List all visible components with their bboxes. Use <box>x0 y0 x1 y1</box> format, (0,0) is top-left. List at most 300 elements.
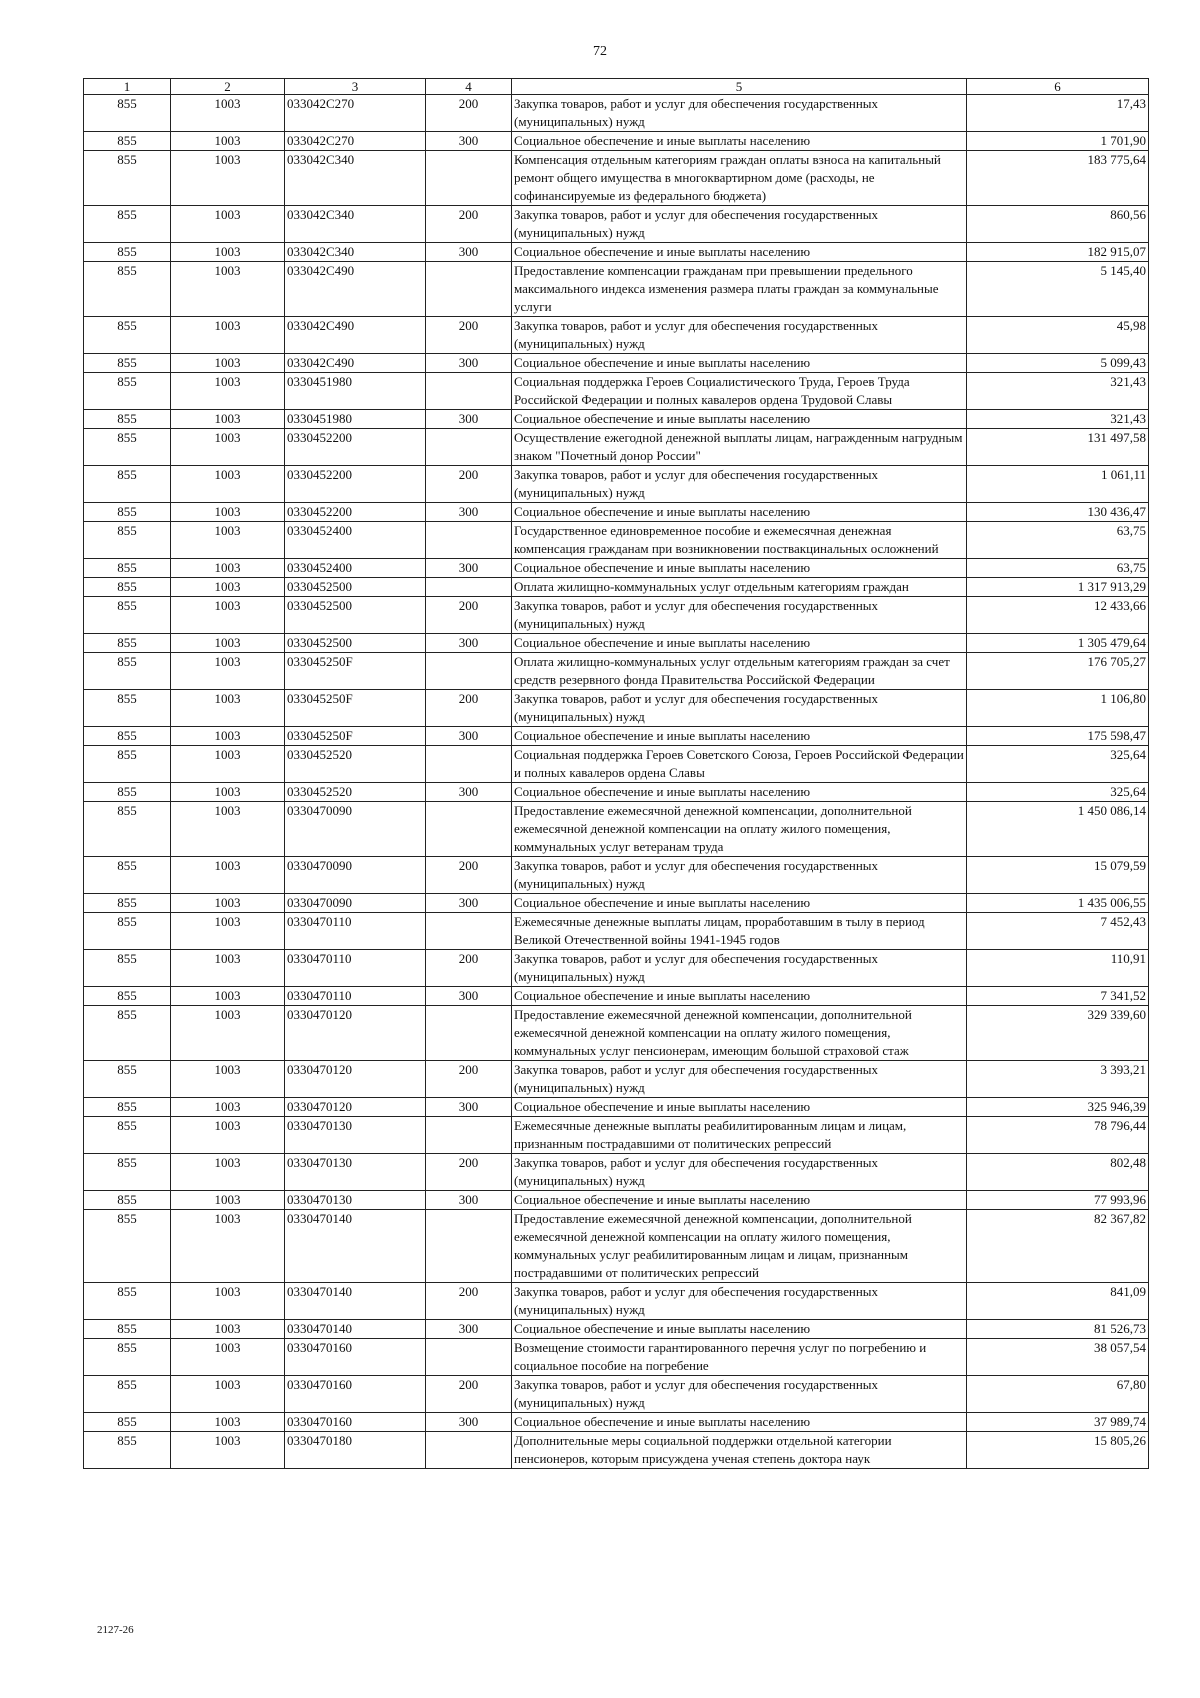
amount-cell: 182 915,07 <box>967 243 1149 262</box>
expense-type-cell: 200 <box>426 1376 512 1413</box>
target-article-cell: 0330452500 <box>285 578 426 597</box>
section-code-cell: 1003 <box>171 1320 285 1339</box>
ministry-code-cell: 855 <box>84 1339 171 1376</box>
table-header <box>84 79 1149 95</box>
description-cell: Закупка товаров, работ и услуг для обеспечения государственных (муниципальных) нужд <box>512 1376 967 1413</box>
description-cell: Социальное обеспечение и иные выплаты населению <box>512 503 967 522</box>
section-code-cell: 1003 <box>171 95 285 132</box>
description-cell: Осуществление ежегодной денежной выплаты лицам, награжденным нагрудным знаком "Почетный донор России" <box>512 429 967 466</box>
amount-cell: 1 450 086,14 <box>967 802 1149 857</box>
target-article-cell: 0330470160 <box>285 1339 426 1376</box>
description-cell: Закупка товаров, работ и услуг для обеспечения государственных (муниципальных) нужд <box>512 597 967 634</box>
target-article-cell: 033042C270 <box>285 95 426 132</box>
ministry-code-cell: 855 <box>84 894 171 913</box>
table-row <box>84 1061 1149 1098</box>
ministry-code-cell: 855 <box>84 1061 171 1098</box>
target-article-cell: 033042C340 <box>285 243 426 262</box>
description-cell: Социальное обеспечение и иные выплаты населению <box>512 1413 967 1432</box>
amount-cell: 183 775,64 <box>967 151 1149 206</box>
amount-cell: 325,64 <box>967 783 1149 802</box>
expense-type-cell: 300 <box>426 503 512 522</box>
target-article-cell: 0330470120 <box>285 1006 426 1061</box>
amount-cell: 77 993,96 <box>967 1191 1149 1210</box>
ministry-code-cell: 855 <box>84 317 171 354</box>
table-row <box>84 597 1149 634</box>
description-cell: Социальное обеспечение и иные выплаты населению <box>512 559 967 578</box>
section-code-cell: 1003 <box>171 354 285 373</box>
description-cell: Предоставление ежемесячной денежной компенсации, дополнительной ежемесячной денежной компенсации на оплату жилого помещения, коммунальных услуг пенсионерам, имеющим большой страховой стаж <box>512 1006 967 1061</box>
table-row <box>84 95 1149 132</box>
table-row <box>84 151 1149 206</box>
expense-type-cell <box>426 913 512 950</box>
description-cell: Ежемесячные денежные выплаты реабилитированным лицам и лицам, признанным пострадавшими от политических репрессий <box>512 1117 967 1154</box>
amount-cell: 5 099,43 <box>967 354 1149 373</box>
table-row <box>84 503 1149 522</box>
expense-type-cell <box>426 522 512 559</box>
section-code-cell: 1003 <box>171 634 285 653</box>
column-header: 5 <box>512 79 967 95</box>
amount-cell: 45,98 <box>967 317 1149 354</box>
target-article-cell: 033045250F <box>285 653 426 690</box>
target-article-cell: 0330470130 <box>285 1191 426 1210</box>
ministry-code-cell: 855 <box>84 634 171 653</box>
description-cell: Социальная поддержка Героев Социалистического Труда, Героев Труда Российской Федерации и полных кавалеров ордена Трудовой Славы <box>512 373 967 410</box>
expense-type-cell: 200 <box>426 597 512 634</box>
target-article-cell: 0330452200 <box>285 503 426 522</box>
description-cell: Закупка товаров, работ и услуг для обеспечения государственных (муниципальных) нужд <box>512 206 967 243</box>
ministry-code-cell: 855 <box>84 95 171 132</box>
target-article-cell: 0330451980 <box>285 373 426 410</box>
expense-type-cell: 200 <box>426 1283 512 1320</box>
amount-cell: 15 079,59 <box>967 857 1149 894</box>
expense-type-cell <box>426 578 512 597</box>
description-cell: Социальное обеспечение и иные выплаты населению <box>512 1191 967 1210</box>
table-row <box>84 559 1149 578</box>
expense-type-cell: 300 <box>426 634 512 653</box>
description-cell: Социальное обеспечение и иные выплаты населению <box>512 894 967 913</box>
section-code-cell: 1003 <box>171 727 285 746</box>
expense-type-cell: 200 <box>426 206 512 243</box>
ministry-code-cell: 855 <box>84 1283 171 1320</box>
expense-type-cell: 200 <box>426 950 512 987</box>
target-article-cell: 0330470160 <box>285 1413 426 1432</box>
section-code-cell: 1003 <box>171 151 285 206</box>
target-article-cell: 0330470090 <box>285 857 426 894</box>
table-row <box>84 206 1149 243</box>
expense-type-cell <box>426 151 512 206</box>
section-code-cell: 1003 <box>171 894 285 913</box>
page-number: 72 <box>593 44 607 59</box>
expense-type-cell: 300 <box>426 354 512 373</box>
ministry-code-cell: 855 <box>84 950 171 987</box>
table-row <box>84 243 1149 262</box>
section-code-cell: 1003 <box>171 503 285 522</box>
expense-type-cell: 200 <box>426 1061 512 1098</box>
section-code-cell: 1003 <box>171 857 285 894</box>
section-code-cell: 1003 <box>171 132 285 151</box>
ministry-code-cell: 855 <box>84 1191 171 1210</box>
ministry-code-cell: 855 <box>84 429 171 466</box>
description-cell: Социальное обеспечение и иные выплаты населению <box>512 243 967 262</box>
description-cell: Дополнительные меры социальной поддержки отдельной категории пенсионеров, которым присуждена ученая степень доктора наук <box>512 1432 967 1469</box>
table-row <box>84 690 1149 727</box>
header-row <box>84 79 1149 95</box>
target-article-cell: 0330470140 <box>285 1320 426 1339</box>
ministry-code-cell: 855 <box>84 1432 171 1469</box>
description-cell: Социальное обеспечение и иные выплаты населению <box>512 354 967 373</box>
ministry-code-cell: 855 <box>84 466 171 503</box>
target-article-cell: 033042C270 <box>285 132 426 151</box>
ministry-code-cell: 855 <box>84 132 171 151</box>
target-article-cell: 0330452200 <box>285 429 426 466</box>
table-row <box>84 1191 1149 1210</box>
description-cell: Предоставление ежемесячной денежной компенсации, дополнительной ежемесячной денежной компенсации на оплату жилого помещения, коммунальных услуг реабилитированным лицам и лицам, признанным пострадавшими от политических репрессий <box>512 1210 967 1283</box>
amount-cell: 5 145,40 <box>967 262 1149 317</box>
amount-cell: 175 598,47 <box>967 727 1149 746</box>
table-row <box>84 354 1149 373</box>
section-code-cell: 1003 <box>171 913 285 950</box>
table-row <box>84 950 1149 987</box>
expense-type-cell <box>426 373 512 410</box>
section-code-cell: 1003 <box>171 1117 285 1154</box>
expense-type-cell: 200 <box>426 95 512 132</box>
amount-cell: 176 705,27 <box>967 653 1149 690</box>
target-article-cell: 0330470120 <box>285 1061 426 1098</box>
table-row <box>84 466 1149 503</box>
target-article-cell: 0330470130 <box>285 1154 426 1191</box>
section-code-cell: 1003 <box>171 1061 285 1098</box>
expense-type-cell: 300 <box>426 1413 512 1432</box>
description-cell: Предоставление ежемесячной денежной компенсации, дополнительной ежемесячной денежной компенсации на оплату жилого помещения, коммунальных услуг ветеранам труда <box>512 802 967 857</box>
amount-cell: 321,43 <box>967 410 1149 429</box>
target-article-cell: 033042C340 <box>285 151 426 206</box>
ministry-code-cell: 855 <box>84 1376 171 1413</box>
ministry-code-cell: 855 <box>84 746 171 783</box>
description-cell: Закупка товаров, работ и услуг для обеспечения государственных (муниципальных) нужд <box>512 317 967 354</box>
budget-table <box>83 78 1149 1469</box>
table-row <box>84 1283 1149 1320</box>
expense-type-cell: 300 <box>426 894 512 913</box>
table-row <box>84 410 1149 429</box>
amount-cell: 130 436,47 <box>967 503 1149 522</box>
section-code-cell: 1003 <box>171 1154 285 1191</box>
description-cell: Закупка товаров, работ и услуг для обеспечения государственных (муниципальных) нужд <box>512 857 967 894</box>
section-code-cell: 1003 <box>171 1006 285 1061</box>
description-cell: Социальное обеспечение и иные выплаты населению <box>512 410 967 429</box>
section-code-cell: 1003 <box>171 1191 285 1210</box>
section-code-cell: 1003 <box>171 1283 285 1320</box>
target-article-cell: 033045250F <box>285 690 426 727</box>
description-cell: Оплата жилищно-коммунальных услуг отдельным категориям граждан <box>512 578 967 597</box>
table-row <box>84 1339 1149 1376</box>
table-row <box>84 802 1149 857</box>
expense-type-cell: 200 <box>426 317 512 354</box>
ministry-code-cell: 855 <box>84 802 171 857</box>
target-article-cell: 0330452400 <box>285 522 426 559</box>
section-code-cell: 1003 <box>171 317 285 354</box>
section-code-cell: 1003 <box>171 243 285 262</box>
table-row <box>84 132 1149 151</box>
ministry-code-cell: 855 <box>84 653 171 690</box>
section-code-cell: 1003 <box>171 429 285 466</box>
amount-cell: 325,64 <box>967 746 1149 783</box>
column-header: 6 <box>967 79 1149 95</box>
description-cell: Оплата жилищно-коммунальных услуг отдельным категориям граждан за счет средств резервного фонда Правительства Российской Федерации <box>512 653 967 690</box>
table-row <box>84 1210 1149 1283</box>
section-code-cell: 1003 <box>171 746 285 783</box>
description-cell: Социальная поддержка Героев Советского Союза, Героев Российской Федерации и полных кавалеров ордена Славы <box>512 746 967 783</box>
expense-type-cell <box>426 429 512 466</box>
ministry-code-cell: 855 <box>84 410 171 429</box>
amount-cell: 67,80 <box>967 1376 1149 1413</box>
expense-type-cell: 300 <box>426 243 512 262</box>
target-article-cell: 0330452500 <box>285 597 426 634</box>
target-article-cell: 0330470140 <box>285 1210 426 1283</box>
ministry-code-cell: 855 <box>84 354 171 373</box>
target-article-cell: 0330452520 <box>285 746 426 783</box>
ministry-code-cell: 855 <box>84 262 171 317</box>
expense-type-cell <box>426 1006 512 1061</box>
amount-cell: 131 497,58 <box>967 429 1149 466</box>
table-row <box>84 1376 1149 1413</box>
amount-cell: 12 433,66 <box>967 597 1149 634</box>
expense-type-cell: 300 <box>426 1098 512 1117</box>
amount-cell: 82 367,82 <box>967 1210 1149 1283</box>
section-code-cell: 1003 <box>171 950 285 987</box>
amount-cell: 1 317 913,29 <box>967 578 1149 597</box>
description-cell: Закупка товаров, работ и услуг для обеспечения государственных (муниципальных) нужд <box>512 466 967 503</box>
ministry-code-cell: 855 <box>84 597 171 634</box>
ministry-code-cell: 855 <box>84 987 171 1006</box>
table-row <box>84 1098 1149 1117</box>
target-article-cell: 0330470090 <box>285 894 426 913</box>
target-article-cell: 0330470120 <box>285 1098 426 1117</box>
amount-cell: 17,43 <box>967 95 1149 132</box>
expense-type-cell: 200 <box>426 1154 512 1191</box>
description-cell: Социальное обеспечение и иные выплаты населению <box>512 1320 967 1339</box>
expense-type-cell: 300 <box>426 410 512 429</box>
ministry-code-cell: 855 <box>84 783 171 802</box>
ministry-code-cell: 855 <box>84 522 171 559</box>
expense-type-cell <box>426 1210 512 1283</box>
amount-cell: 841,09 <box>967 1283 1149 1320</box>
column-header: 4 <box>426 79 512 95</box>
description-cell: Предоставление компенсации гражданам при превышении предельного максимального индекса изменения размера платы граждан за коммунальные услуги <box>512 262 967 317</box>
section-code-cell: 1003 <box>171 410 285 429</box>
amount-cell: 1 106,80 <box>967 690 1149 727</box>
expense-type-cell <box>426 1117 512 1154</box>
expense-type-cell <box>426 746 512 783</box>
description-cell: Социальное обеспечение и иные выплаты населению <box>512 1098 967 1117</box>
target-article-cell: 0330470110 <box>285 987 426 1006</box>
target-article-cell: 0330470130 <box>285 1117 426 1154</box>
column-header: 1 <box>84 79 171 95</box>
section-code-cell: 1003 <box>171 206 285 243</box>
expense-type-cell: 200 <box>426 857 512 894</box>
target-article-cell: 033042C490 <box>285 317 426 354</box>
expense-type-cell: 300 <box>426 727 512 746</box>
column-header: 3 <box>285 79 426 95</box>
section-code-cell: 1003 <box>171 1098 285 1117</box>
description-cell: Закупка товаров, работ и услуг для обеспечения государственных (муниципальных) нужд <box>512 1283 967 1320</box>
amount-cell: 78 796,44 <box>967 1117 1149 1154</box>
expense-type-cell: 300 <box>426 783 512 802</box>
section-code-cell: 1003 <box>171 783 285 802</box>
description-cell: Возмещение стоимости гарантированного перечня услуг по погребению и социальное пособие на погребение <box>512 1339 967 1376</box>
description-cell: Ежемесячные денежные выплаты лицам, проработавшим в тылу в период Великой Отечественной войны 1941-1945 годов <box>512 913 967 950</box>
table-row <box>84 634 1149 653</box>
amount-cell: 325 946,39 <box>967 1098 1149 1117</box>
amount-cell: 1 305 479,64 <box>967 634 1149 653</box>
description-cell: Социальное обеспечение и иные выплаты населению <box>512 987 967 1006</box>
expense-type-cell <box>426 1339 512 1376</box>
table-row <box>84 783 1149 802</box>
amount-cell: 3 393,21 <box>967 1061 1149 1098</box>
table-row <box>84 987 1149 1006</box>
description-cell: Закупка товаров, работ и услуг для обеспечения государственных (муниципальных) нужд <box>512 1061 967 1098</box>
target-article-cell: 0330470140 <box>285 1283 426 1320</box>
ministry-code-cell: 855 <box>84 857 171 894</box>
amount-cell: 15 805,26 <box>967 1432 1149 1469</box>
ministry-code-cell: 855 <box>84 559 171 578</box>
target-article-cell: 0330452520 <box>285 783 426 802</box>
table-row <box>84 522 1149 559</box>
table-row <box>84 1432 1149 1469</box>
section-code-cell: 1003 <box>171 1210 285 1283</box>
ministry-code-cell: 855 <box>84 1006 171 1061</box>
table-body <box>84 95 1149 1469</box>
amount-cell: 37 989,74 <box>967 1413 1149 1432</box>
target-article-cell: 0330470090 <box>285 802 426 857</box>
description-cell: Социальное обеспечение и иные выплаты населению <box>512 634 967 653</box>
target-article-cell: 0330470180 <box>285 1432 426 1469</box>
amount-cell: 110,91 <box>967 950 1149 987</box>
ministry-code-cell: 855 <box>84 1154 171 1191</box>
table-row <box>84 746 1149 783</box>
amount-cell: 1 435 006,55 <box>967 894 1149 913</box>
section-code-cell: 1003 <box>171 522 285 559</box>
ministry-code-cell: 855 <box>84 503 171 522</box>
document-code: 2127-26 <box>97 1624 134 1636</box>
expense-type-cell: 300 <box>426 1320 512 1339</box>
table-row <box>84 578 1149 597</box>
expense-type-cell: 300 <box>426 132 512 151</box>
section-code-cell: 1003 <box>171 1376 285 1413</box>
expense-type-cell <box>426 653 512 690</box>
table-row <box>84 857 1149 894</box>
amount-cell: 81 526,73 <box>967 1320 1149 1339</box>
description-cell: Закупка товаров, работ и услуг для обеспечения государственных (муниципальных) нужд <box>512 950 967 987</box>
table-row <box>84 373 1149 410</box>
section-code-cell: 1003 <box>171 578 285 597</box>
ministry-code-cell: 855 <box>84 243 171 262</box>
table-row <box>84 317 1149 354</box>
amount-cell: 1 061,11 <box>967 466 1149 503</box>
table-row <box>84 1413 1149 1432</box>
amount-cell: 7 452,43 <box>967 913 1149 950</box>
amount-cell: 63,75 <box>967 522 1149 559</box>
amount-cell: 7 341,52 <box>967 987 1149 1006</box>
expense-type-cell: 200 <box>426 690 512 727</box>
section-code-cell: 1003 <box>171 373 285 410</box>
table-row <box>84 894 1149 913</box>
description-cell: Закупка товаров, работ и услуг для обеспечения государственных (муниципальных) нужд <box>512 95 967 132</box>
target-article-cell: 0330470160 <box>285 1376 426 1413</box>
target-article-cell: 0330470110 <box>285 950 426 987</box>
section-code-cell: 1003 <box>171 690 285 727</box>
target-article-cell: 033042C340 <box>285 206 426 243</box>
expense-type-cell <box>426 262 512 317</box>
table-row <box>84 1006 1149 1061</box>
section-code-cell: 1003 <box>171 1339 285 1376</box>
description-cell: Социальное обеспечение и иные выплаты населению <box>512 727 967 746</box>
column-header: 2 <box>171 79 285 95</box>
ministry-code-cell: 855 <box>84 206 171 243</box>
section-code-cell: 1003 <box>171 262 285 317</box>
amount-cell: 802,48 <box>967 1154 1149 1191</box>
expense-type-cell: 300 <box>426 559 512 578</box>
target-article-cell: 033045250F <box>285 727 426 746</box>
ministry-code-cell: 855 <box>84 1210 171 1283</box>
table-row <box>84 429 1149 466</box>
description-cell: Социальное обеспечение и иные выплаты населению <box>512 783 967 802</box>
target-article-cell: 0330452200 <box>285 466 426 503</box>
description-cell: Социальное обеспечение и иные выплаты населению <box>512 132 967 151</box>
table-row <box>84 1154 1149 1191</box>
ministry-code-cell: 855 <box>84 373 171 410</box>
table-row <box>84 727 1149 746</box>
amount-cell: 329 339,60 <box>967 1006 1149 1061</box>
section-code-cell: 1003 <box>171 653 285 690</box>
ministry-code-cell: 855 <box>84 913 171 950</box>
section-code-cell: 1003 <box>171 1432 285 1469</box>
section-code-cell: 1003 <box>171 466 285 503</box>
description-cell: Закупка товаров, работ и услуг для обеспечения государственных (муниципальных) нужд <box>512 1154 967 1191</box>
expense-type-cell: 300 <box>426 1191 512 1210</box>
target-article-cell: 0330452400 <box>285 559 426 578</box>
section-code-cell: 1003 <box>171 597 285 634</box>
ministry-code-cell: 855 <box>84 1320 171 1339</box>
target-article-cell: 0330451980 <box>285 410 426 429</box>
section-code-cell: 1003 <box>171 802 285 857</box>
ministry-code-cell: 855 <box>84 578 171 597</box>
expense-type-cell <box>426 802 512 857</box>
amount-cell: 1 701,90 <box>967 132 1149 151</box>
amount-cell: 63,75 <box>967 559 1149 578</box>
table-row <box>84 653 1149 690</box>
target-article-cell: 033042C490 <box>285 262 426 317</box>
ministry-code-cell: 855 <box>84 1117 171 1154</box>
description-cell: Государственное единовременное пособие и ежемесячная денежная компенсация гражданам при возникновении поствакцинальных осложнений <box>512 522 967 559</box>
target-article-cell: 033042C490 <box>285 354 426 373</box>
amount-cell: 321,43 <box>967 373 1149 410</box>
table-row <box>84 1320 1149 1339</box>
target-article-cell: 0330452500 <box>285 634 426 653</box>
description-cell: Компенсация отдельным категориям граждан оплаты взноса на капитальный ремонт общего имущества в многоквартирном доме (расходы, не софинансируемые из федерального бюджета) <box>512 151 967 206</box>
section-code-cell: 1003 <box>171 1413 285 1432</box>
amount-cell: 860,56 <box>967 206 1149 243</box>
section-code-cell: 1003 <box>171 987 285 1006</box>
expense-type-cell <box>426 1432 512 1469</box>
target-article-cell: 0330470110 <box>285 913 426 950</box>
ministry-code-cell: 855 <box>84 1413 171 1432</box>
expense-type-cell: 300 <box>426 987 512 1006</box>
ministry-code-cell: 855 <box>84 1098 171 1117</box>
section-code-cell: 1003 <box>171 559 285 578</box>
table-row <box>84 1117 1149 1154</box>
ministry-code-cell: 855 <box>84 727 171 746</box>
amount-cell: 38 057,54 <box>967 1339 1149 1376</box>
